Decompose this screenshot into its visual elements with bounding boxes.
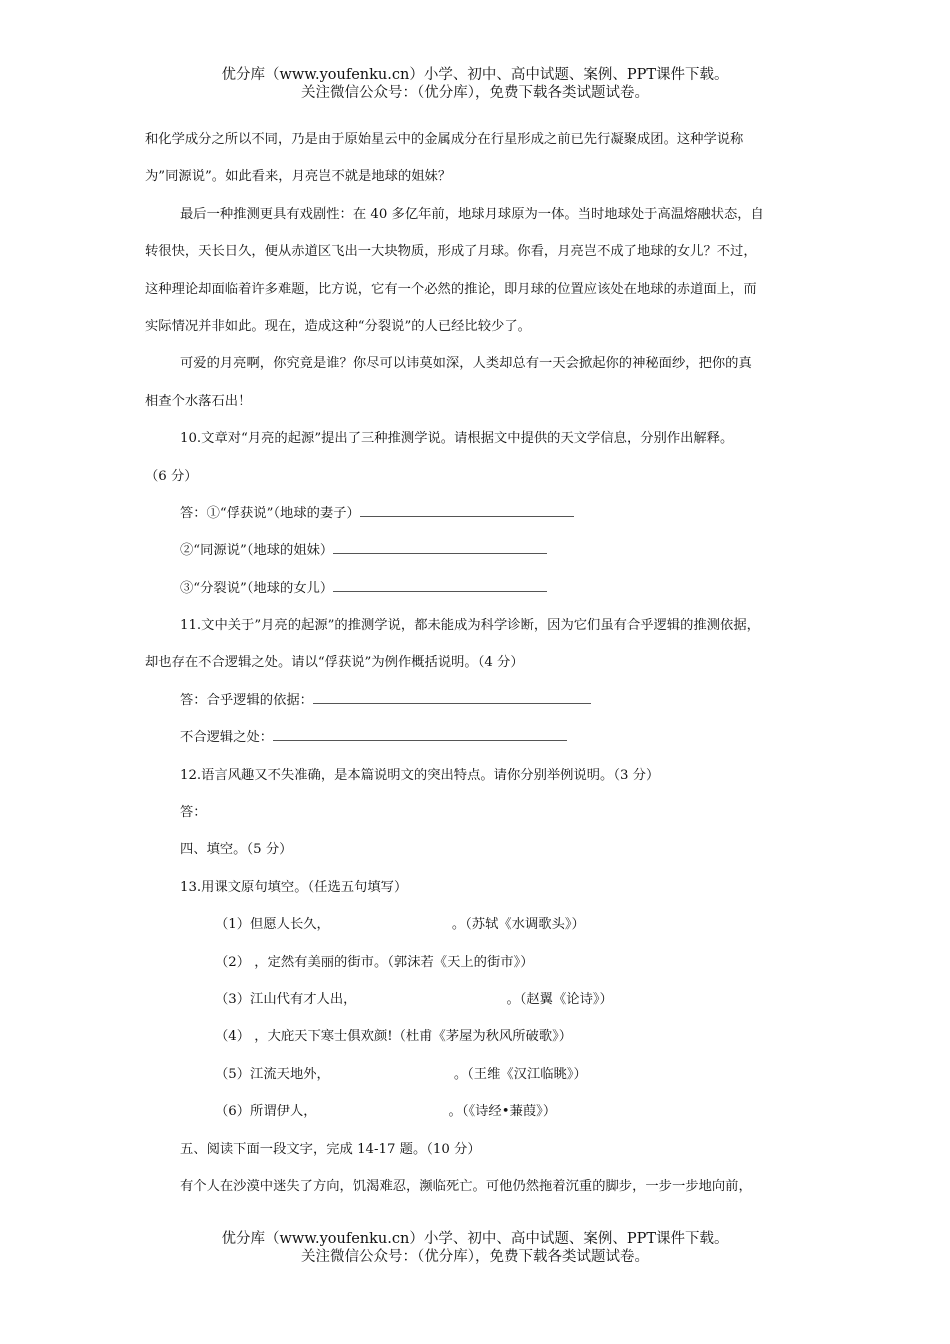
question-13: 13.用课文原句填空。（任选五句填写）	[180, 879, 408, 895]
fill-item-source: 。（赵翼《论诗》）	[506, 991, 613, 1007]
question-11: 11.文中关于”月亮的起源”的推测学说，都未能成为科学诊断，因为它们虽有合乎逻辑的推测依据，	[180, 618, 760, 634]
fill-item: （4） ，大庇天下寒士俱欢颜!（杜甫《茅屋为秋风所破歌》）	[215, 1029, 573, 1045]
answer-label: 答：	[180, 805, 207, 821]
section-5-heading: 五、阅读下面一段文字，完成 14-17 题。（10 分）	[180, 1141, 481, 1157]
page-header	[0, 66, 950, 102]
fill-item-text: （1）但愿人长久，	[215, 917, 330, 933]
answer-label: 答：合乎逻辑的依据：	[180, 692, 313, 708]
footer-line-2: 关注微信公众号：（优分库），免费下载各类试题试卷。	[301, 1249, 649, 1265]
passage-line: 这种理论却面临着许多难题，比方说，它有一个必然的推论，即月球的位置应该处在地球的赤道面上，而	[145, 281, 757, 297]
answer-label: 不合逻辑之处：	[180, 730, 274, 746]
header-line-1: 优分库（www.youfenku.cn）小学、初中、高中试题、案例、PPT课件下载。	[221, 67, 729, 83]
section-4-heading: 四、填空。（5 分）	[180, 842, 293, 858]
answer-line	[145, 682, 815, 719]
fill-item	[145, 1093, 815, 1130]
header-line-2: 关注微信公众号：（优分库），免费下载各类试题试卷。	[301, 85, 649, 101]
passage-line: 相查个水落石出！	[145, 393, 252, 409]
fill-item	[145, 1056, 815, 1093]
passage-line: 为”同源说”。如此看来，月亮岂不就是地球的姐妹？	[145, 169, 452, 185]
answer-line	[145, 570, 815, 607]
footer-line-1: 优分库（www.youfenku.cn）小学、初中、高中试题、案例、PPT课件下载。	[221, 1231, 729, 1247]
passage-line: 转很快，天长日久，便从赤道区飞出一大块物质，形成了月球。你看，月亮岂不成了地球的女儿？不过，	[145, 244, 757, 260]
passage-line: 有个人在沙漠中迷失了方向，饥渴难忍，濒临死亡。可他仍然拖着沉重的脚步，一步一步地向前，	[180, 1178, 752, 1194]
fill-item	[145, 981, 815, 1018]
answer-label: 答：①“俘获说”（地球的妻子）	[180, 505, 360, 521]
fill-item-text: （3）江山代有才人出，	[215, 991, 357, 1007]
passage-line: 最后一种推测更具有戏剧性：在 40 多亿年前，地球月球原为一体。当时地球处于高温熔融状态，自	[180, 206, 764, 222]
answer-blank[interactable]	[273, 728, 567, 741]
question-11-cont: 却也存在不合逻辑之处。请以“俘获说”为例作概括说明。（4 分）	[145, 655, 524, 671]
document-body	[145, 121, 815, 1205]
answer-blank[interactable]	[333, 579, 547, 592]
page-footer	[0, 1230, 950, 1266]
passage-line: 和化学成分之所以不同，乃是由于原始星云中的金属成分在行星形成之前已先行凝聚成团。这种学说称	[145, 132, 744, 147]
answer-blank[interactable]	[360, 504, 574, 517]
answer-blank[interactable]	[313, 691, 591, 704]
fill-item	[145, 906, 815, 943]
fill-item-text: （5）江流天地外，	[215, 1066, 330, 1082]
passage-line: 实际情况并非如此。现在，造成这种“分裂说”的人已经比较少了。	[145, 318, 531, 334]
answer-line	[145, 495, 815, 532]
fill-item-source: 。（苏轼《水调歌头》）	[451, 917, 585, 933]
question-12: 12.语言风趣又不失准确，是本篇说明文的突出特点。请你分别举例说明。（3 分）	[180, 767, 660, 783]
question-10-score: （6 分）	[145, 468, 198, 484]
answer-label: ③“分裂说”（地球的女儿）	[180, 580, 334, 596]
answer-line	[145, 532, 815, 569]
answer-label: ②“同源说”（地球的姐妹）	[180, 543, 334, 559]
fill-item-source: 。（《诗经•蒹葭》）	[448, 1104, 557, 1120]
answer-blank[interactable]	[333, 541, 547, 554]
passage-line: 可爱的月亮啊，你究竟是谁？你尽可以讳莫如深，人类却总有一天会掀起你的神秘面纱，把你的真	[180, 356, 752, 372]
fill-item-source: 。（王维《汉江临眺》）	[453, 1066, 587, 1082]
answer-line	[145, 719, 815, 756]
fill-item: （2） ，定然有美丽的街市。（郭沫若《天上的街市》）	[215, 954, 534, 970]
question-10: 10.文章对“月亮的起源”提出了三种推测学说。请根据文中提供的天文学信息，分别作出解释。	[180, 431, 734, 447]
fill-item-text: （6）所谓伊人，	[215, 1104, 317, 1120]
